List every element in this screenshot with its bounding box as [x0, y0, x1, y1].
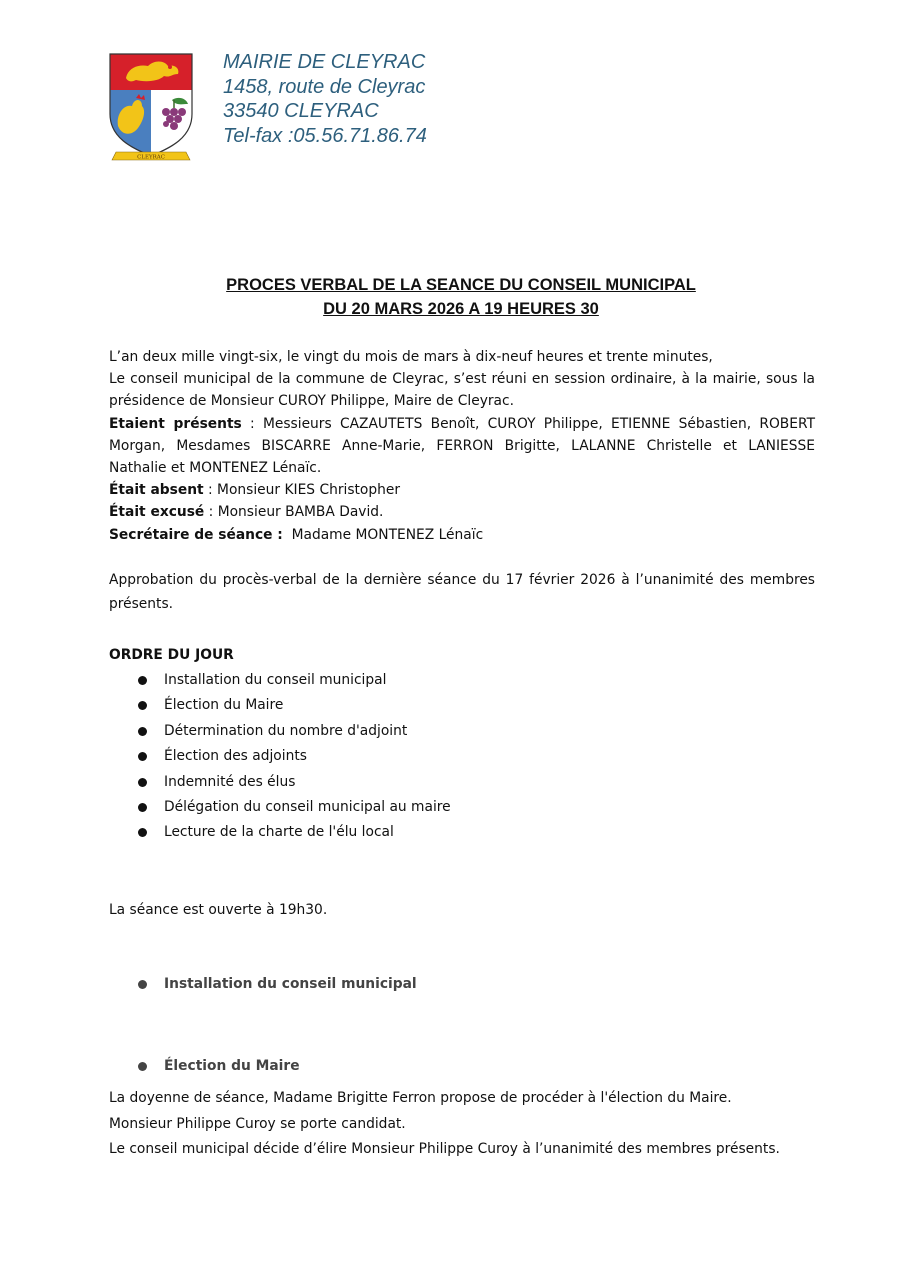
mairie-telfax: Tel-fax :05.56.71.86.74 — [223, 124, 427, 147]
absent-paragraph — [109, 479, 815, 501]
bullet-icon — [138, 1062, 147, 1071]
intro-block — [109, 346, 815, 546]
bullet-icon — [138, 727, 147, 736]
presents-list: : Messieurs CAZAUTETS Benoît, CUROY Philippe, ETIENNE Sébastien, ROBERT Morgan, Mesdames BISCARRE Anne-Marie, FERRON Brigitte, LALANNE Christelle et LANIESSE Nathalie et MONTENEZ Lénaïc. — [109, 415, 815, 477]
bullet-icon — [138, 701, 147, 710]
bullet-icon — [138, 828, 147, 837]
intro-date: L’an deux mille vingt-six, le vingt du mois de mars à dix-neuf heures et trente minutes, — [109, 349, 713, 365]
presents-paragraph — [109, 413, 815, 480]
election-maire-text — [109, 1086, 824, 1163]
secretaire-paragraph — [109, 524, 815, 546]
list-item — [109, 745, 451, 770]
section-installation-heading: Installation du conseil municipal — [164, 976, 417, 992]
excuse-label: Était excusé — [109, 504, 205, 521]
ordre-du-jour-title: ORDRE DU JOUR — [109, 647, 234, 663]
agenda-item-label: Détermination du nombre d'adjoint — [164, 722, 408, 739]
bullet-icon — [138, 752, 147, 761]
bullet-icon — [138, 803, 147, 812]
agenda-item-label: Lecture de la charte de l'élu local — [164, 824, 394, 841]
section-installation — [109, 973, 417, 995]
agenda-item-label: Élection du Maire — [164, 697, 284, 714]
section-election-maire — [109, 1055, 300, 1077]
bullet-icon — [138, 980, 147, 989]
title-line-1: PROCES VERBAL DE LA SEANCE DU CONSEIL MUNICIPAL — [226, 276, 696, 294]
seance-ouverte: La séance est ouverte à 19h30. — [109, 902, 328, 918]
mairie-name: MAIRIE DE CLEYRAC — [223, 51, 426, 73]
absent-name: : Monsieur KIES Christopher — [203, 482, 401, 499]
mairie-postcode: 33540 CLEYRAC — [223, 100, 379, 122]
list-item — [109, 771, 451, 796]
absent-label: Était absent — [109, 482, 204, 499]
mairie-address: 1458, route de Cleyrac — [223, 75, 426, 98]
approbation-paragraph: Approbation du procès-verbal de la dernière séance du 17 février 2026 à l’unanimité des membres présents. — [109, 572, 815, 612]
list-item — [109, 796, 451, 821]
bullet-icon — [138, 676, 147, 685]
list-item — [109, 821, 451, 846]
election-maire-line-3: Le conseil municipal décide d’élire Monsieur Philippe Curoy à l’unanimité des membres présents. — [109, 1141, 780, 1158]
agenda-item-label: Installation du conseil municipal — [164, 672, 387, 688]
agenda-item-label: Indemnité des élus — [164, 773, 296, 790]
section-election-maire-heading: Élection du Maire — [164, 1058, 300, 1074]
secretaire-name: Madame MONTENEZ Lénaïc — [282, 526, 484, 543]
agenda-item-label: Délégation du conseil municipal au maire — [164, 798, 451, 815]
presents-label: Etaient présents — [109, 415, 242, 432]
cleyrac-coat-of-arms-logo — [108, 52, 194, 166]
agenda-item-label: Élection des adjoints — [164, 748, 307, 765]
excuse-name: : Monsieur BAMBA David. — [204, 504, 384, 521]
bullet-icon — [138, 778, 147, 787]
excuse-paragraph — [109, 501, 815, 523]
mairie-header — [223, 50, 427, 148]
document-title — [0, 273, 900, 321]
list-item — [109, 694, 451, 719]
intro-session: Le conseil municipal de la commune de Cleyrac, s’est réuni en session ordinaire, à la mairie, sous la présidence de Monsieur CUROY Philippe, Maire de Cleyrac. — [109, 371, 815, 410]
list-item — [109, 669, 451, 694]
election-maire-line-2: Monsieur Philippe Curoy se porte candidat. — [109, 1115, 406, 1132]
agenda-list — [109, 669, 451, 847]
secretaire-label: Secrétaire de séance : — [109, 526, 283, 543]
list-item — [109, 720, 451, 745]
logo-banner-text: CLEYRAC — [137, 154, 165, 161]
title-line-2: DU 20 MARS 2026 A 19 HEURES 30 — [323, 300, 599, 318]
election-maire-line-1: La doyenne de séance, Madame Brigitte Ferron propose de procéder à l'élection du Maire. — [109, 1090, 732, 1106]
